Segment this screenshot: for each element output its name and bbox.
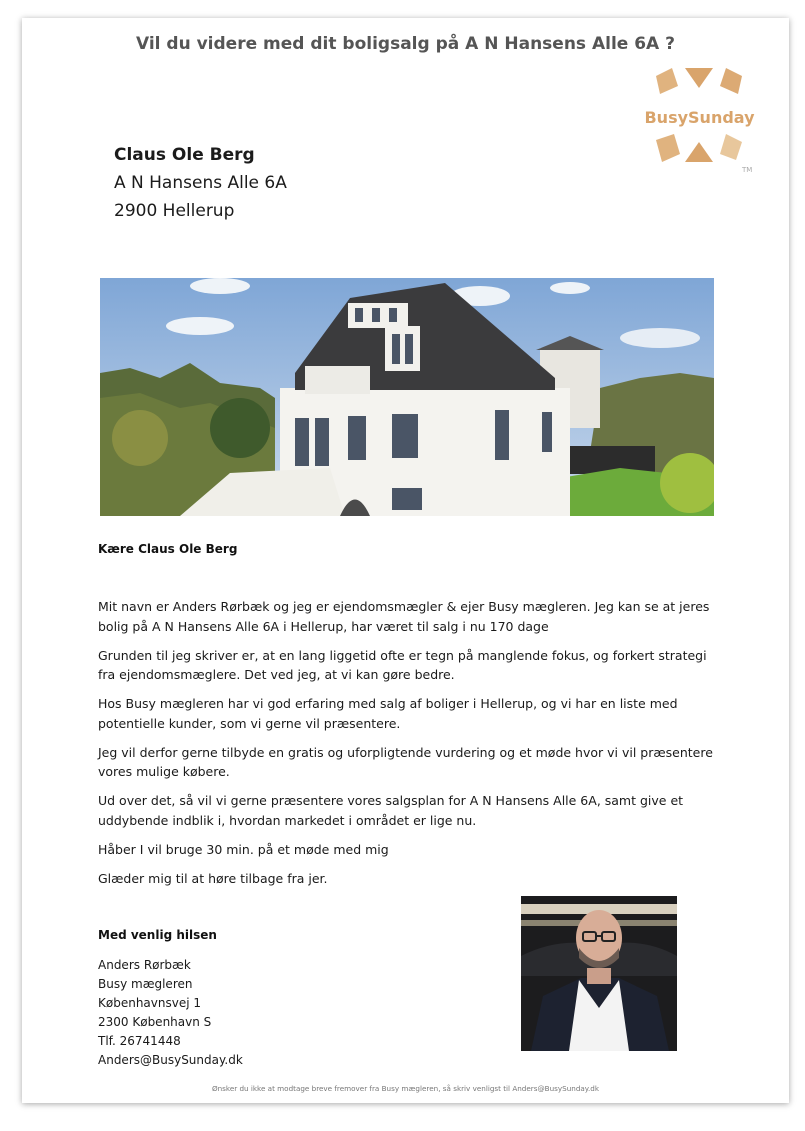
sender-phone: Tlf. 26741448: [98, 1034, 181, 1048]
trademark-mark: TM: [742, 166, 753, 174]
sender-street: Københavnsvej 1: [98, 996, 202, 1010]
paragraph: Håber I vil bruge 30 min. på et møde med mig: [98, 841, 389, 857]
paragraph: Jeg vil derfor gerne tilbyde en gratis og uforpligtende vurdering og et møde hvor vi vil præsentere vores mulige købere.: [98, 744, 713, 779]
sender-portrait: [521, 896, 677, 1051]
paragraph: Grunden til jeg skriver er, at en lang liggetid ofte er tegn på manglende fokus, og forkert strategi fra ejendomsmæglere. Det ved jeg, at vi kan gøre bedre.: [98, 647, 707, 682]
logo-wordmark: BusySunday: [644, 108, 755, 127]
property-photo: [100, 278, 714, 516]
recipient-address: [114, 141, 287, 225]
signoff: Med venlig hilsen: [98, 928, 217, 942]
recipient-city: 2900 Hellerup: [114, 201, 235, 221]
sender-company: Busy mægleren: [98, 977, 193, 991]
busysunday-logo: [642, 66, 757, 176]
sender-details: [98, 956, 243, 1070]
house-image: [100, 278, 714, 516]
recipient-street: A N Hansens Alle 6A: [114, 173, 287, 193]
letter-body: [98, 597, 718, 898]
paragraph: Mit navn er Anders Rørbæk og jeg er ejendomsmægler & ejer Busy mægleren. Jeg kan se at jeres bolig på A N Hansens Alle 6A i Hellerup, har været til salg i nu 170 dage: [98, 599, 710, 634]
recipient-name: Claus Ole Berg: [114, 145, 255, 165]
letter-page: [22, 18, 789, 1103]
salutation: Kære Claus Ole Berg: [98, 542, 238, 556]
paragraph: Glæder mig til at høre tilbage fra jer.: [98, 870, 328, 886]
sender-city: 2300 København S: [98, 1015, 212, 1029]
paragraph: Hos Busy mægleren har vi god erfaring med salg af boliger i Hellerup, og vi har en liste med potentielle kunder, som vi gerne vil præsentere.: [98, 696, 678, 731]
agent-photo: [521, 896, 677, 1051]
sender-name: Anders Rørbæk: [98, 958, 191, 972]
paragraph: Ud over det, så vil vi gerne præsentere vores salgsplan for A N Hansens Alle 6A, samt give et uddybende indblik i, hvordan markedet i området er lige nu.: [98, 793, 684, 828]
page-title: Vil du videre med dit boligsalg på A N Hansens Alle 6A ?: [135, 34, 675, 54]
sender-email[interactable]: Anders@BusySunday.dk: [98, 1053, 243, 1067]
unsubscribe-note: Ønsker du ikke at modtage breve fremover fra Busy mægleren, så skriv venligst til Anders@BusySunday.dk: [211, 1084, 600, 1093]
